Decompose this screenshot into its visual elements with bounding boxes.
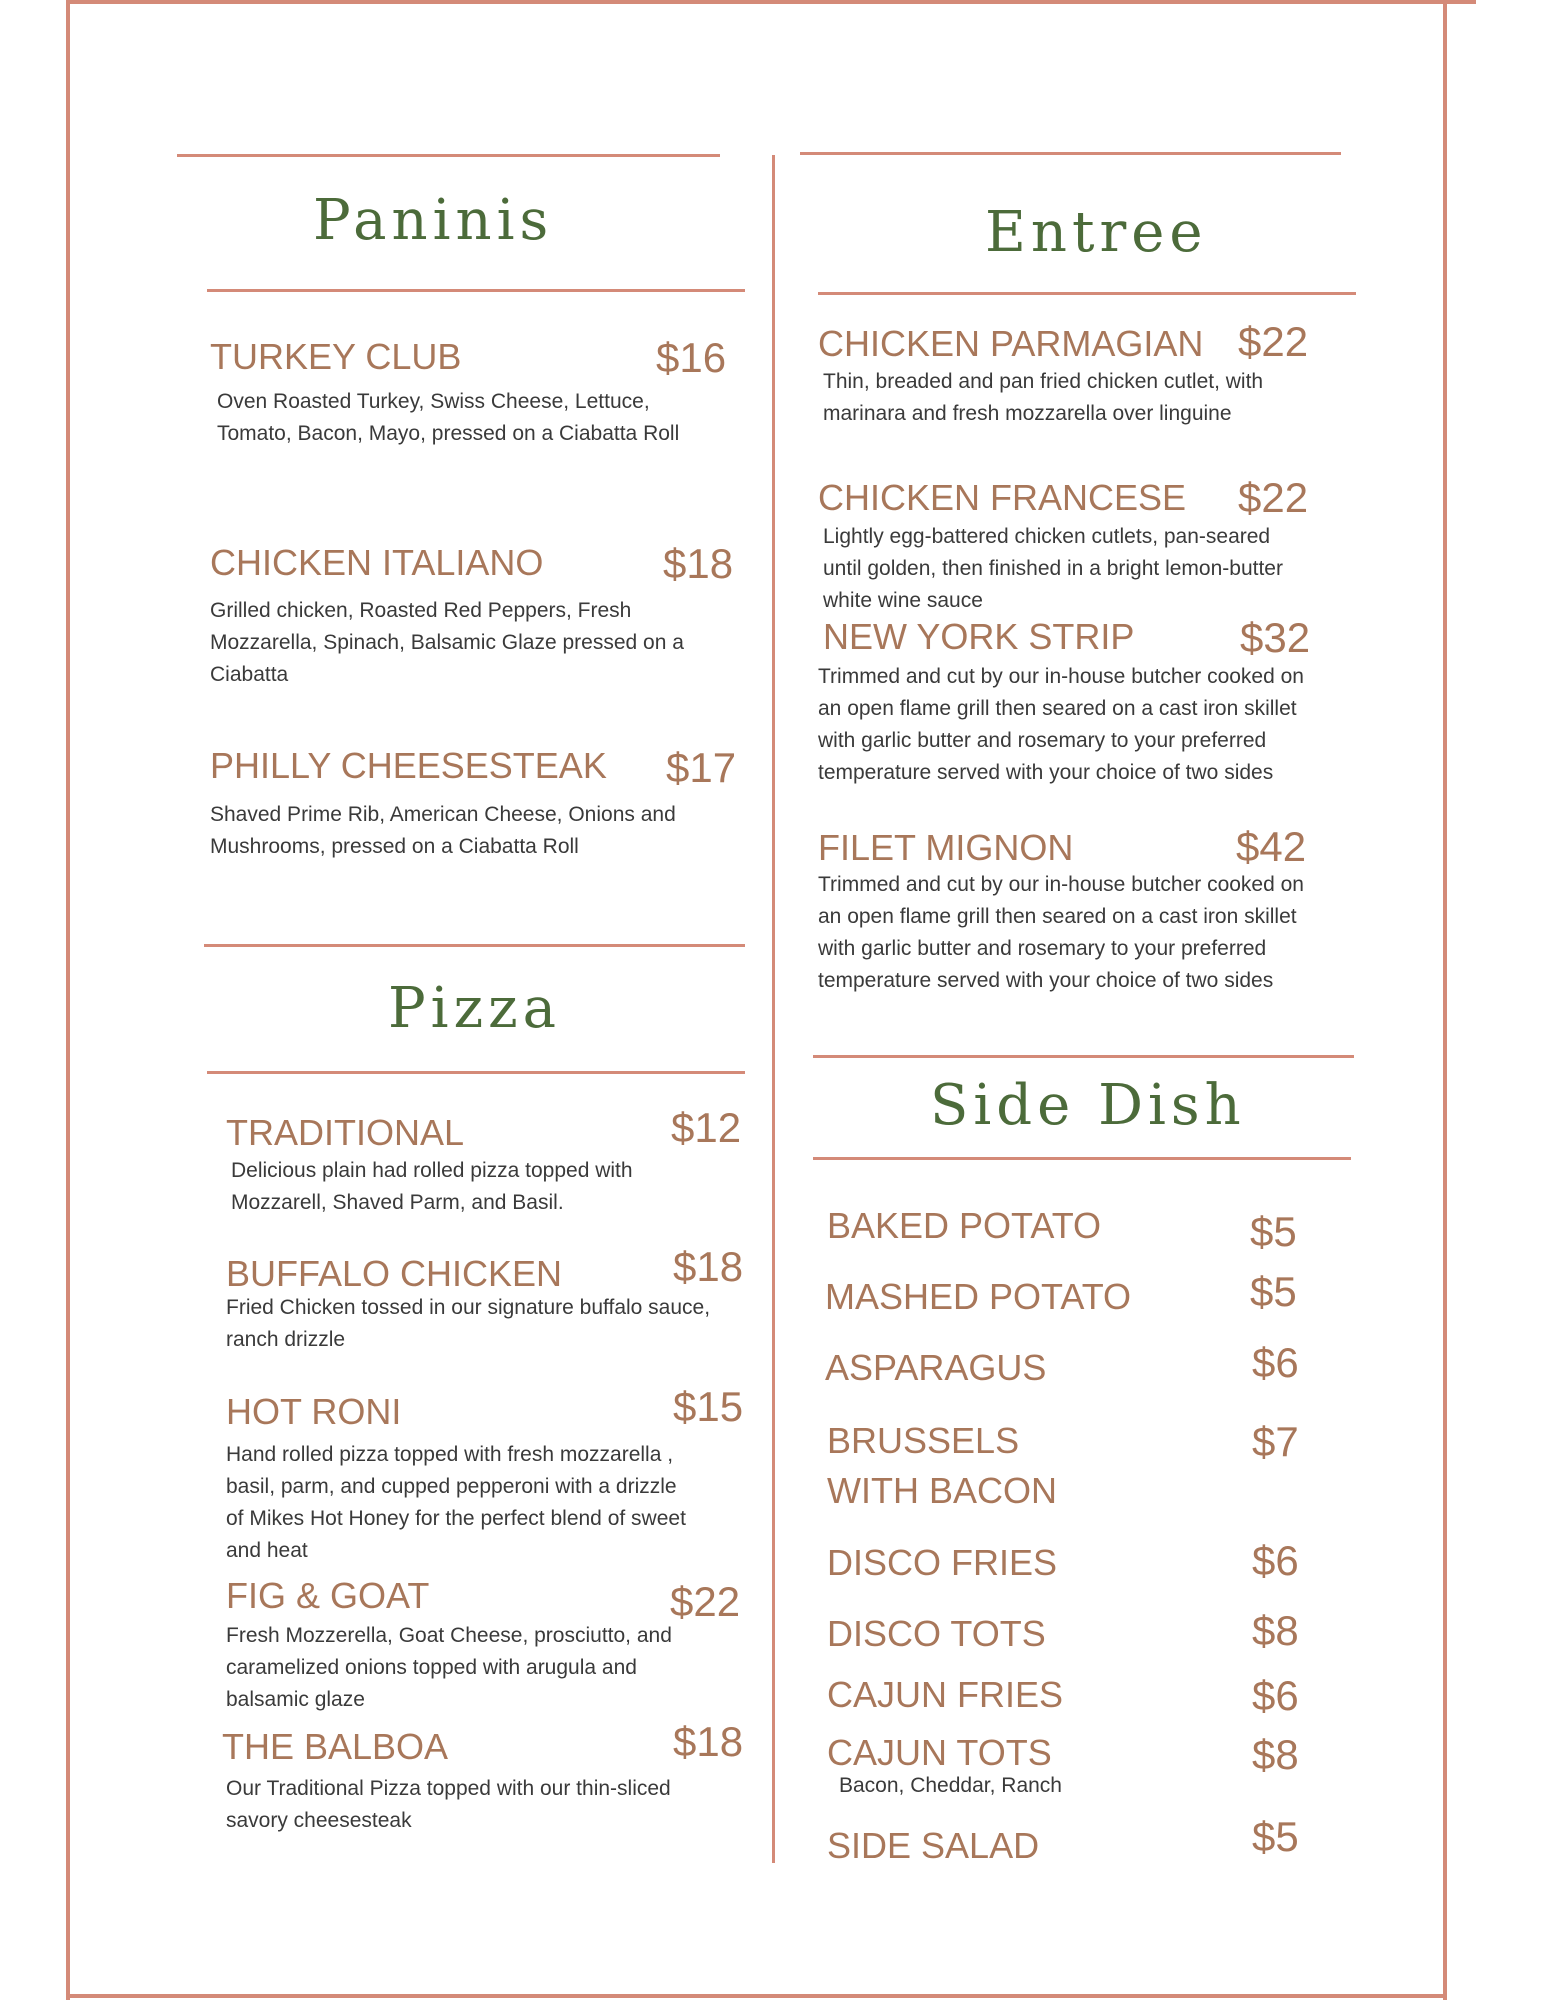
- section-title-entree: Entree: [985, 200, 1208, 265]
- item-name: BRUSSELS WITH BACON: [827, 1420, 1057, 1511]
- item-price: $22: [1238, 474, 1309, 521]
- item-price: $22: [1238, 318, 1309, 365]
- item-price: $17: [666, 744, 737, 791]
- item-name: TRADITIONAL: [226, 1112, 465, 1153]
- item-name: DISCO FRIES: [827, 1542, 1058, 1583]
- item-price: $18: [663, 540, 734, 587]
- item-name: BAKED POTATO: [827, 1205, 1102, 1246]
- section-title-paninis: Paninis: [313, 188, 554, 253]
- item-name: THE BALBOA: [222, 1726, 449, 1767]
- item-name: MASHED POTATO: [825, 1276, 1132, 1317]
- item-description: Fried Chicken tossed in our signature buffalo sauce, ranch drizzle: [226, 1296, 711, 1351]
- item-name: ASPARAGUS: [825, 1347, 1047, 1388]
- section-rule: [207, 289, 745, 292]
- section-title-pizza: Pizza: [388, 976, 561, 1041]
- page-border-top: [66, 0, 1476, 4]
- item-description: Grilled chicken, Roasted Red Peppers, Fresh Mozzarella, Spinach, Balsamic Glaze pressed on a Ciabatta: [210, 599, 684, 686]
- page-border-left: [66, 0, 70, 2000]
- item-name: BUFFALO CHICKEN: [226, 1253, 563, 1294]
- item-price: $5: [1250, 1268, 1297, 1315]
- item-description: Trimmed and cut by our in-house butcher cooked on an open flame grill then seared on a cast iron skillet with garlic butter and rosemary to your preferred temperature served with your choice of two sides: [818, 665, 1304, 784]
- section-rule: [177, 154, 720, 157]
- section-rule: [204, 944, 745, 947]
- item-name: PHILLY CHEESESTEAK: [210, 745, 607, 786]
- item-name: NEW YORK STRIP: [823, 616, 1135, 657]
- item-name: HOT RONI: [226, 1391, 402, 1432]
- item-description: Lightly egg-battered chicken cutlets, pan-seared until golden, then finished in a bright lemon-butter white wine sauce: [823, 525, 1283, 612]
- item-name: CAJUN TOTS: [827, 1732, 1052, 1773]
- item-price: $16: [656, 334, 727, 381]
- section-rule: [800, 152, 1341, 155]
- section-title-side-dish: Side Dish: [930, 1073, 1246, 1138]
- item-description: Delicious plain had rolled pizza topped with Mozzarell, Shaved Parm, and Basil.: [231, 1159, 633, 1214]
- item-name: TURKEY CLUB: [210, 336, 462, 377]
- item-price: $6: [1252, 1339, 1299, 1386]
- item-name: CHICKEN FRANCESE: [818, 477, 1187, 518]
- item-name: FIG & GOAT: [226, 1575, 430, 1616]
- item-name: FILET MIGNON: [818, 827, 1074, 868]
- item-description: Hand rolled pizza topped with fresh mozzarella , basil, parm, and cupped pepperoni with a drizzle of Mikes Hot Honey for the perfect blend of sweet and heat: [226, 1443, 686, 1562]
- item-name: CHICKEN ITALIANO: [210, 542, 544, 583]
- item-name: DISCO TOTS: [827, 1613, 1046, 1654]
- section-rule: [207, 1071, 745, 1074]
- item-price: $18: [673, 1718, 744, 1765]
- item-name: CAJUN FRIES: [827, 1674, 1064, 1715]
- item-price: $6: [1252, 1672, 1299, 1719]
- item-price: $5: [1252, 1813, 1299, 1860]
- section-rule: [818, 292, 1356, 295]
- item-price: $8: [1252, 1731, 1299, 1778]
- item-price: $12: [671, 1104, 742, 1151]
- section-rule: [813, 1055, 1354, 1058]
- item-description: Our Traditional Pizza topped with our thin-sliced savory cheesesteak: [226, 1777, 671, 1832]
- item-description: Oven Roasted Turkey, Swiss Cheese, Lettuce, Tomato, Bacon, Mayo, pressed on a Ciabatta Roll: [217, 390, 680, 445]
- item-name: CHICKEN PARMAGIAN: [818, 323, 1204, 364]
- page-border-right: [1443, 0, 1447, 2000]
- column-divider: [772, 155, 775, 1863]
- item-price: $8: [1252, 1607, 1299, 1654]
- item-note: Bacon, Cheddar, Ranch: [839, 1774, 1062, 1797]
- item-price: $6: [1252, 1537, 1299, 1584]
- item-name: SIDE SALAD: [827, 1825, 1040, 1866]
- item-price: $5: [1250, 1208, 1297, 1255]
- item-description: Fresh Mozzerella, Goat Cheese, prosciutto, and caramelized onions topped with arugula and balsamic glaze: [226, 1624, 672, 1711]
- page-border-bottom: [66, 1994, 1447, 1998]
- item-description: Thin, breaded and pan fried chicken cutlet, with marinara and fresh mozzarella over linguine: [823, 370, 1264, 425]
- item-description: Shaved Prime Rib, American Cheese, Onions and Mushrooms, pressed on a Ciabatta Roll: [210, 803, 676, 858]
- section-rule: [813, 1157, 1351, 1160]
- item-price: $22: [670, 1578, 741, 1625]
- item-price: $7: [1252, 1418, 1299, 1465]
- item-price: $42: [1236, 823, 1307, 870]
- item-description: Trimmed and cut by our in-house butcher cooked on an open flame grill then seared on a cast iron skillet with garlic butter and rosemary to your preferred temperature served with your choice of two sides: [818, 873, 1304, 992]
- item-price: $15: [673, 1383, 744, 1430]
- item-price: $32: [1240, 614, 1311, 661]
- item-price: $18: [673, 1243, 744, 1290]
